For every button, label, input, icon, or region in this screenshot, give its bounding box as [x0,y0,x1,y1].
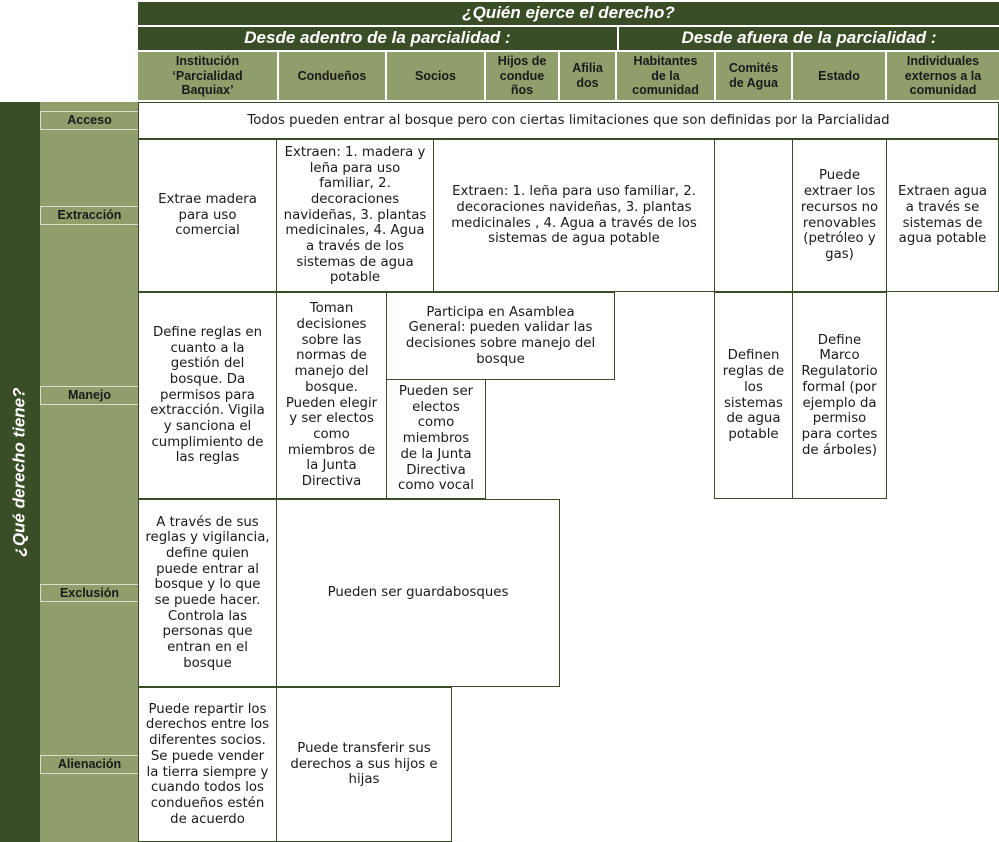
column-header-estado: Estado [793,52,885,100]
cell-acceso-all: Todos pueden entrar al bosque pero con ciertas limitaciones que son definidas por la Parcialidad [138,102,999,139]
row-label-extraccion: Extracción [40,139,138,292]
column-header-institucion: Institución ‘Parcialidad Baquiax’ [138,52,277,100]
cell-manejo-institucion: Define reglas en cuanto a la gestión del bosque. Da permisos para extracción. Vigila y sanciona el cumplimiento de las reglas [138,292,277,499]
cell-alienacion-conduenos: Puede transferir sus derechos a sus hijos e hijas [276,687,452,842]
row-label-exclusion: Exclusión [40,499,138,687]
cell-extraccion-institucion: Extrae madera para uso comercial [138,139,277,292]
group-header-inside: Desde adentro de la parcialidad : [138,27,617,50]
cell-manejo-asamblea: Participa en Asamblea General: pueden validar las decisiones sobre manejo del bosque [386,292,615,380]
cell-manejo-socios: Pueden ser electos como miembros de la Junta Directiva como vocal [386,379,486,499]
cell-extraccion-comites [714,139,793,292]
row-label-manejo: Manejo [40,292,138,499]
column-header-socios: Socios [387,52,484,100]
cell-manejo-estado: Define Marco Regulatorio formal (por ejemplo da permiso para cortes de árboles) [792,292,887,499]
column-header-individuales: Individuales externos a la comunidad [887,52,999,100]
column-header-conduenos: Condueños [279,52,385,100]
column-header-hijos: Hijos de condue ños [486,52,558,100]
cell-manejo-comites: Definen reglas de los sistemas de agua potable [714,292,793,499]
column-header-habitantes: Habitantes de la comunidad [617,52,714,100]
row-label-alienacion: Alienación [40,687,138,842]
column-header-comites: Comités de Agua [716,52,791,100]
side-label: ¿Qué derecho tiene? [0,102,40,842]
cell-extraccion-socios-habitantes: Extraen: 1. leña para uso familiar, 2. decoraciones navideñas, 3. plantas medicinales , 4. Agua a través de los sistemas de agua potable [433,139,715,292]
group-header-outside: Desde afuera de la parcialidad : [619,27,999,50]
cell-extraccion-individuales: Extraen agua a través se sistemas de agua potable [886,139,999,292]
cell-extraccion-conduenos: Extraen: 1. madera y leña para uso familiar, 2. decoraciones navideñas, 3. plantas medicinales, 4. Agua a través de los sistemas de agua potable [276,139,434,292]
row-label-acceso: Acceso [40,102,138,139]
cell-alienacion-institucion: Puede repartir los derechos entre los diferentes socios. Se puede vender la tierra siempre y cuando todos los condueños estén de acuerdo [138,687,277,842]
table-title: ¿Quién ejerce el derecho? [138,2,999,25]
cell-extraccion-estado: Puede extraer los recursos no renovables (petróleo y gas) [792,139,887,292]
cell-manejo-conduenos: Toman decisiones sobre las normas de manejo del bosque. Pueden elegir y ser electos como miembros de la Junta Directiva [276,292,387,499]
cell-exclusion-institucion: A través de sus reglas y vigilancia, define quien puede entrar al bosque y lo que se puede hacer. Controla las personas que entran en el bosque [138,499,277,687]
column-header-afiliados: Afilia dos [560,52,615,100]
cell-exclusion-guardabosques: Pueden ser guardabosques [276,499,560,687]
